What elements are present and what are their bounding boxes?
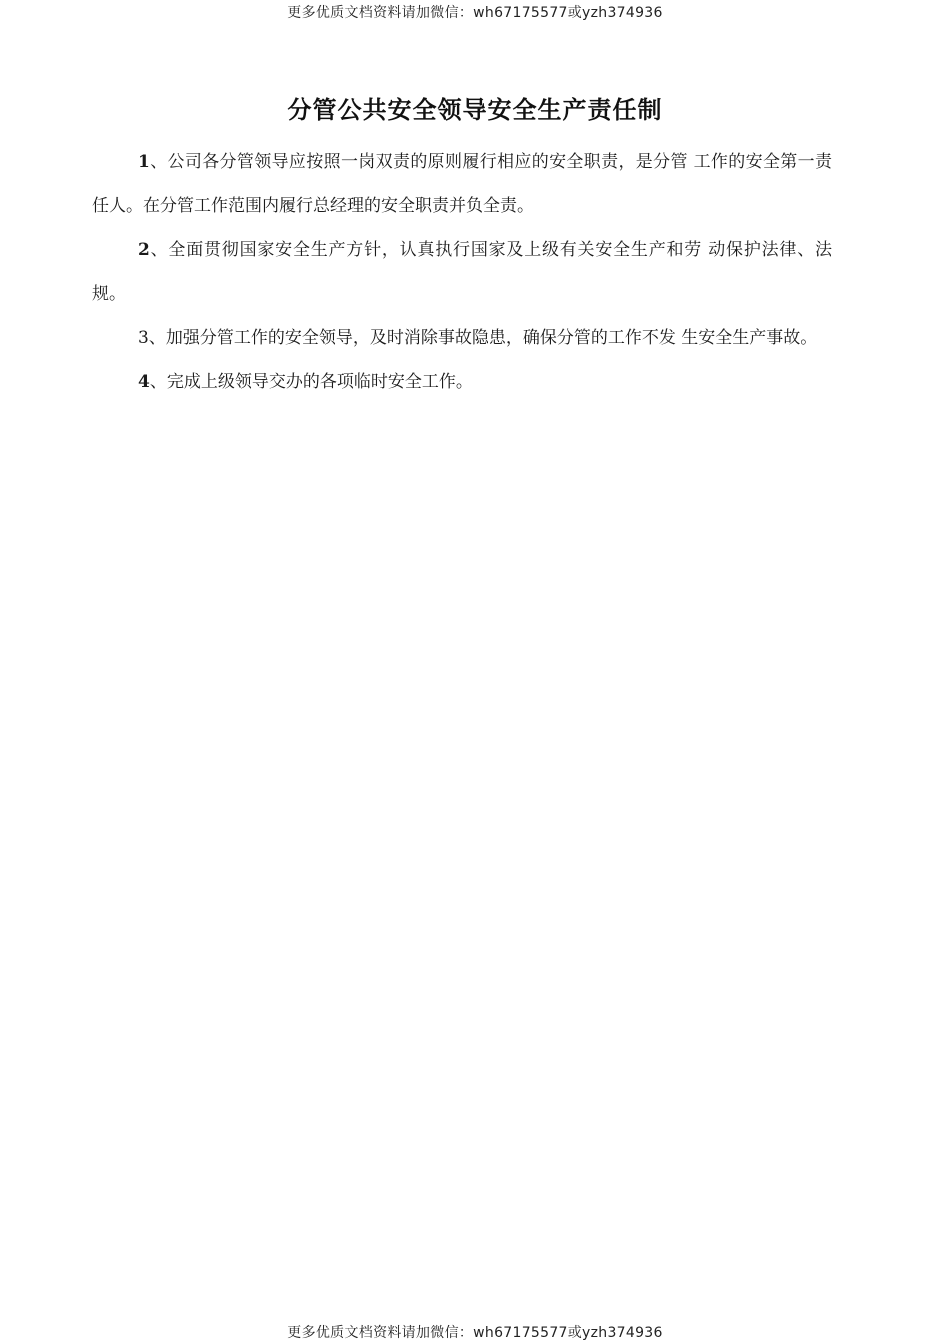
document-body bbox=[92, 140, 832, 404]
paragraph-text: 、公司各分管领导应按照一岗双责的原则履行相应的安全职责，是分管 工作的安全第一责任人。在分管工作范围内履行总经理的安全职责并负全责。 bbox=[92, 152, 832, 216]
paragraph-text: 、完成上级领导交办的各项临时安全工作。 bbox=[149, 372, 473, 392]
page-header-note: 更多优质文档资料请加微信：wh67175577或yzh374936 bbox=[287, 5, 663, 21]
paragraph-number: 1 bbox=[138, 152, 150, 172]
paragraph-number: 2 bbox=[138, 240, 150, 260]
paragraph-text: 、加强分管工作的安全领导，及时消除事故隐患，确保分管的工作不发 生安全生产事故。 bbox=[148, 328, 818, 348]
paragraph-4 bbox=[92, 360, 832, 404]
paragraph-text: 、全面贯彻国家安全生产方针，认真执行国家及上级有关安全生产和劳 动保护法律、法规。 bbox=[92, 240, 832, 304]
paragraph-number: 4 bbox=[138, 372, 150, 392]
paragraph-number: 3 bbox=[138, 328, 149, 348]
document-title: 分管公共安全领导安全生产责任制 bbox=[287, 96, 663, 124]
paragraph-3 bbox=[92, 316, 832, 360]
paragraph-2 bbox=[92, 228, 832, 316]
paragraph-1 bbox=[92, 140, 832, 228]
page-footer-note: 更多优质文档资料请加微信：wh67175577或yzh374936 bbox=[287, 1325, 663, 1341]
